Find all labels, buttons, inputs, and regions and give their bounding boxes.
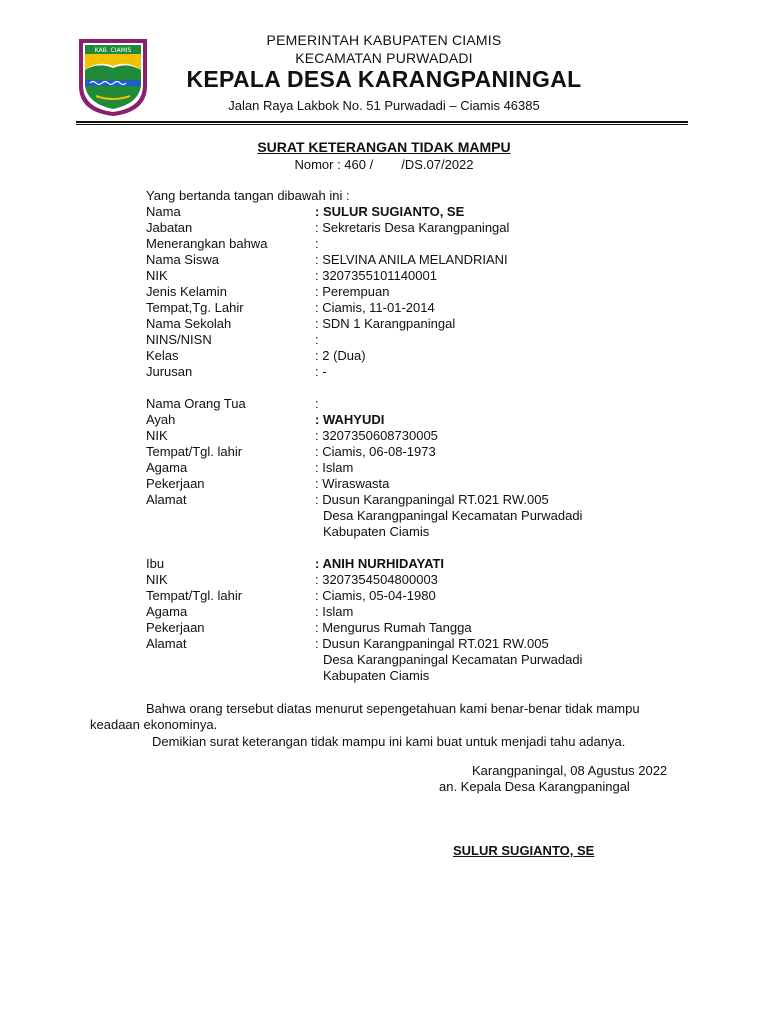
signer-position-value: : Sekretaris Desa Karangpaningal <box>315 220 510 235</box>
mother-address-line3: Kabupaten Ciamis <box>323 668 430 683</box>
parents-colon: : <box>315 396 319 411</box>
mother-birth-value: : Ciamis, 05-04-1980 <box>315 588 436 603</box>
header-divider-thin <box>76 124 688 125</box>
father-occupation-value: : Wiraswasta <box>315 476 390 491</box>
letter-title: SURAT KETERANGAN TIDAK MAMPU <box>257 139 511 155</box>
student-class-value: : 2 (Dua) <box>315 348 366 363</box>
father-address-label: Alamat <box>146 492 187 507</box>
student-school-label: Nama Sekolah <box>146 316 232 331</box>
father-birth-value: : Ciamis, 06-08-1973 <box>315 444 436 459</box>
mother-nik-label: NIK <box>146 572 168 587</box>
student-school-value: : SDN 1 Karangpaningal <box>315 316 456 331</box>
logo-text: KAB. CIAMIS <box>94 47 132 54</box>
student-major-value: : - <box>315 364 327 379</box>
header-government-line: PEMERINTAH KABUPATEN CIAMIS <box>266 32 502 48</box>
mother-address-line1: : Dusun Karangpaningal RT.021 RW.005 <box>315 636 549 651</box>
header-district-line: KECAMATAN PURWADADI <box>295 50 473 66</box>
student-name-value: : SELVINA ANILA MELANDRIANI <box>315 252 508 267</box>
signature-name: SULUR SUGIANTO, SE <box>453 843 595 858</box>
declares-label: Menerangkan bahwa <box>146 236 268 251</box>
mother-birth-label: Tempat/Tgl. lahir <box>146 588 243 603</box>
regency-emblem-logo <box>76 36 150 118</box>
father-address-line1: : Dusun Karangpaningal RT.021 RW.005 <box>315 492 549 507</box>
mother-nik-value: : 3207354504800003 <box>315 572 438 587</box>
student-gender-label: Jenis Kelamin <box>146 284 227 299</box>
mother-occupation-label: Pekerjaan <box>146 620 205 635</box>
father-birth-label: Tempat/Tgl. lahir <box>146 444 243 459</box>
student-major-label: Jurusan <box>146 364 193 379</box>
parents-label: Nama Orang Tua <box>146 396 246 411</box>
letter-number: Nomor : 460 / /DS.07/2022 <box>294 157 474 172</box>
student-birth-value: : Ciamis, 11-01-2014 <box>315 300 435 315</box>
signature-place-date: Karangpaningal, 08 Agustus 2022 <box>472 763 668 778</box>
mother-religion-value: : Islam <box>315 604 354 619</box>
student-nisn-value: : <box>315 332 319 347</box>
student-birth-label: Tempat,Tg. Lahir <box>146 300 244 315</box>
mother-religion-label: Agama <box>146 604 188 619</box>
student-nik-value: : 3207355101140001 <box>315 268 437 283</box>
header-address: Jalan Raya Lakbok No. 51 Purwadadi – Ciamis 46385 <box>228 98 540 113</box>
father-address-line3: Kabupaten Ciamis <box>323 524 430 539</box>
header-divider-thick <box>76 121 688 123</box>
closing-statement: Demikian surat keterangan tidak mampu ini kami buat untuk menjadi tahu adanya. <box>152 734 626 749</box>
mother-address-label: Alamat <box>146 636 187 651</box>
student-name-label: Nama Siswa <box>146 252 219 267</box>
signer-name-label: Nama <box>146 204 181 219</box>
father-religion-value: : Islam <box>315 460 354 475</box>
header-office-title: KEPALA DESA KARANGPANINGAL <box>186 66 582 92</box>
closing-paragraph-line1: Bahwa orang tersebut diatas menurut sepengetahuan kami benar-benar tidak mampu <box>146 701 640 716</box>
signer-name-value: : SULUR SUGIANTO, SE <box>315 204 465 219</box>
student-class-label: Kelas <box>146 348 179 363</box>
closing-paragraph-line2: keadaan ekonominya. <box>90 717 218 732</box>
mother-label: Ibu <box>146 556 165 571</box>
student-nisn-label: NINS/NISN <box>146 332 212 347</box>
father-occupation-label: Pekerjaan <box>146 476 205 491</box>
father-nik-label: NIK <box>146 428 168 443</box>
father-label: Ayah <box>146 412 176 427</box>
declares-value: : <box>315 236 319 251</box>
student-gender-value: : Perempuan <box>315 284 390 299</box>
father-address-line2: Desa Karangpaningal Kecamatan Purwadadi <box>323 508 583 523</box>
mother-occupation-value: : Mengurus Rumah Tangga <box>315 620 472 635</box>
father-nik-value: : 3207350608730005 <box>315 428 438 443</box>
father-religion-label: Agama <box>146 460 188 475</box>
mother-address-line2: Desa Karangpaningal Kecamatan Purwadadi <box>323 652 583 667</box>
father-name-value: : WAHYUDI <box>315 412 385 427</box>
mother-name-value: : ANIH NURHIDAYATI <box>315 556 445 571</box>
signer-position-label: Jabatan <box>146 220 193 235</box>
signature-role: an. Kepala Desa Karangpaningal <box>439 779 630 794</box>
intro-text: Yang bertanda tangan dibawah ini : <box>146 188 350 203</box>
student-nik-label: NIK <box>146 268 168 283</box>
